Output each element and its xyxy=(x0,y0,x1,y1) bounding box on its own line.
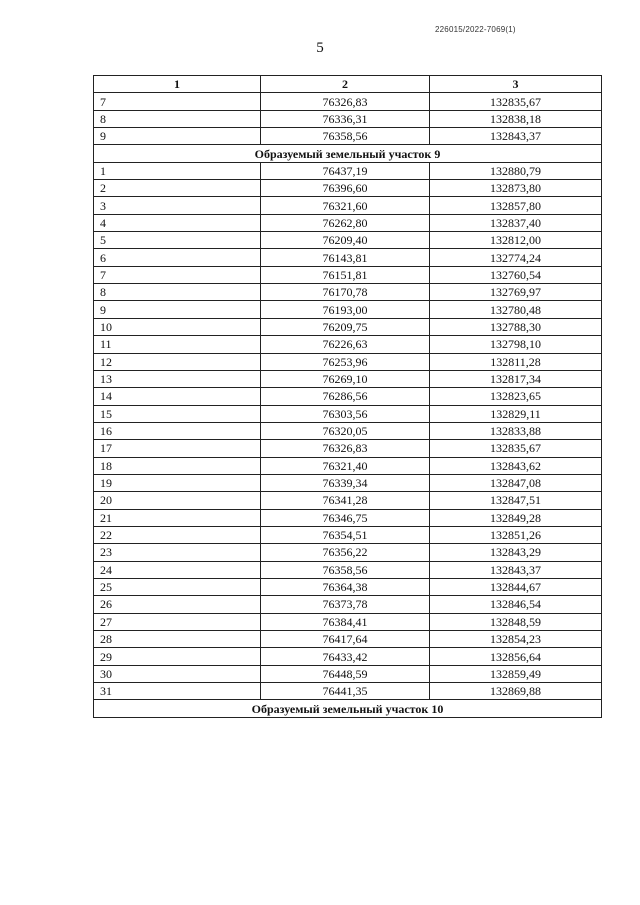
y-coordinate-cell: 132843,29 xyxy=(430,544,602,561)
y-coordinate-cell: 132823,65 xyxy=(430,388,602,405)
point-number-cell: 19 xyxy=(94,474,261,491)
table-row xyxy=(94,318,602,335)
x-coordinate-cell: 76262,80 xyxy=(261,214,430,231)
point-number-cell: 24 xyxy=(94,561,261,578)
x-coordinate-cell: 76269,10 xyxy=(261,370,430,387)
point-number-cell: 26 xyxy=(94,596,261,613)
y-coordinate-cell: 132847,08 xyxy=(430,474,602,491)
x-coordinate-cell: 76364,38 xyxy=(261,578,430,595)
point-number-cell: 11 xyxy=(94,336,261,353)
point-number-cell: 7 xyxy=(94,266,261,283)
y-coordinate-cell: 132838,18 xyxy=(430,110,602,127)
point-number-cell: 31 xyxy=(94,683,261,700)
table-row xyxy=(94,284,602,301)
point-number-cell: 27 xyxy=(94,613,261,630)
table-row xyxy=(94,266,602,283)
x-coordinate-cell: 76286,56 xyxy=(261,388,430,405)
x-coordinate-cell: 76170,78 xyxy=(261,284,430,301)
point-number-cell: 3 xyxy=(94,197,261,214)
table-row xyxy=(94,526,602,543)
coordinates-table xyxy=(93,75,602,718)
column-header-x: 2 xyxy=(261,76,430,93)
x-coordinate-cell: 76143,81 xyxy=(261,249,430,266)
y-coordinate-cell: 132835,67 xyxy=(430,440,602,457)
table-row xyxy=(94,214,602,231)
x-coordinate-cell: 76339,34 xyxy=(261,474,430,491)
table-row xyxy=(94,596,602,613)
table-row xyxy=(94,388,602,405)
x-coordinate-cell: 76336,31 xyxy=(261,110,430,127)
y-coordinate-cell: 132843,37 xyxy=(430,128,602,145)
table-row xyxy=(94,631,602,648)
x-coordinate-cell: 76193,00 xyxy=(261,301,430,318)
y-coordinate-cell: 132873,80 xyxy=(430,180,602,197)
section-title-plot-10: Образуемый земельный участок 10 xyxy=(94,700,602,717)
point-number-cell: 18 xyxy=(94,457,261,474)
x-coordinate-cell: 76209,75 xyxy=(261,318,430,335)
table-row xyxy=(94,544,602,561)
y-coordinate-cell: 132843,37 xyxy=(430,561,602,578)
section-row xyxy=(94,145,602,162)
x-coordinate-cell: 76354,51 xyxy=(261,526,430,543)
y-coordinate-cell: 132817,34 xyxy=(430,370,602,387)
table-row xyxy=(94,249,602,266)
table-row xyxy=(94,110,602,127)
y-coordinate-cell: 132856,64 xyxy=(430,648,602,665)
y-coordinate-cell: 132844,67 xyxy=(430,578,602,595)
y-coordinate-cell: 132812,00 xyxy=(430,232,602,249)
x-coordinate-cell: 76356,22 xyxy=(261,544,430,561)
table-row xyxy=(94,683,602,700)
y-coordinate-cell: 132835,67 xyxy=(430,93,602,110)
column-header-y: 3 xyxy=(430,76,602,93)
x-coordinate-cell: 76326,83 xyxy=(261,440,430,457)
x-coordinate-cell: 76303,56 xyxy=(261,405,430,422)
x-coordinate-cell: 76417,64 xyxy=(261,631,430,648)
section-title-plot-9: Образуемый земельный участок 9 xyxy=(94,145,602,162)
point-number-cell: 10 xyxy=(94,318,261,335)
x-coordinate-cell: 76346,75 xyxy=(261,509,430,526)
point-number-cell: 9 xyxy=(94,301,261,318)
y-coordinate-cell: 132774,24 xyxy=(430,249,602,266)
y-coordinate-cell: 132833,88 xyxy=(430,422,602,439)
point-number-cell: 5 xyxy=(94,232,261,249)
point-number-cell: 8 xyxy=(94,284,261,301)
point-number-cell: 4 xyxy=(94,214,261,231)
x-coordinate-cell: 76320,05 xyxy=(261,422,430,439)
point-number-cell: 16 xyxy=(94,422,261,439)
x-coordinate-cell: 76448,59 xyxy=(261,665,430,682)
x-coordinate-cell: 76384,41 xyxy=(261,613,430,630)
x-coordinate-cell: 76396,60 xyxy=(261,180,430,197)
table-row xyxy=(94,197,602,214)
y-coordinate-cell: 132846,54 xyxy=(430,596,602,613)
table-row xyxy=(94,578,602,595)
y-coordinate-cell: 132851,26 xyxy=(430,526,602,543)
y-coordinate-cell: 132780,48 xyxy=(430,301,602,318)
y-coordinate-cell: 132857,80 xyxy=(430,197,602,214)
point-number-cell: 8 xyxy=(94,110,261,127)
table-row xyxy=(94,128,602,145)
y-coordinate-cell: 132769,97 xyxy=(430,284,602,301)
table-row xyxy=(94,665,602,682)
table-row xyxy=(94,162,602,179)
y-coordinate-cell: 132811,28 xyxy=(430,353,602,370)
table-row xyxy=(94,509,602,526)
page-number: 5 xyxy=(316,40,324,56)
x-coordinate-cell: 76321,60 xyxy=(261,197,430,214)
table-row xyxy=(94,474,602,491)
y-coordinate-cell: 132843,62 xyxy=(430,457,602,474)
y-coordinate-cell: 132880,79 xyxy=(430,162,602,179)
table-row xyxy=(94,232,602,249)
point-number-cell: 2 xyxy=(94,180,261,197)
table-row xyxy=(94,301,602,318)
table-row xyxy=(94,561,602,578)
point-number-cell: 1 xyxy=(94,162,261,179)
table-row xyxy=(94,422,602,439)
y-coordinate-cell: 132847,51 xyxy=(430,492,602,509)
point-number-cell: 21 xyxy=(94,509,261,526)
y-coordinate-cell: 132829,11 xyxy=(430,405,602,422)
point-number-cell: 22 xyxy=(94,526,261,543)
point-number-cell: 14 xyxy=(94,388,261,405)
table-row xyxy=(94,457,602,474)
point-number-cell: 30 xyxy=(94,665,261,682)
x-coordinate-cell: 76358,56 xyxy=(261,128,430,145)
section-row xyxy=(94,700,602,717)
table-row xyxy=(94,648,602,665)
y-coordinate-cell: 132869,88 xyxy=(430,683,602,700)
y-coordinate-cell: 132837,40 xyxy=(430,214,602,231)
point-number-cell: 28 xyxy=(94,631,261,648)
table-header-row xyxy=(94,76,602,93)
table-row xyxy=(94,492,602,509)
x-coordinate-cell: 76321,40 xyxy=(261,457,430,474)
column-header-number: 1 xyxy=(94,76,261,93)
point-number-cell: 9 xyxy=(94,128,261,145)
table-row xyxy=(94,370,602,387)
point-number-cell: 23 xyxy=(94,544,261,561)
document-id: 226015/2022-7069(1) xyxy=(435,25,516,34)
x-coordinate-cell: 76437,19 xyxy=(261,162,430,179)
table-row xyxy=(94,93,602,110)
x-coordinate-cell: 76441,35 xyxy=(261,683,430,700)
table-row xyxy=(94,336,602,353)
point-number-cell: 15 xyxy=(94,405,261,422)
x-coordinate-cell: 76433,42 xyxy=(261,648,430,665)
x-coordinate-cell: 76341,28 xyxy=(261,492,430,509)
y-coordinate-cell: 132788,30 xyxy=(430,318,602,335)
point-number-cell: 25 xyxy=(94,578,261,595)
point-number-cell: 12 xyxy=(94,353,261,370)
table-row xyxy=(94,440,602,457)
x-coordinate-cell: 76209,40 xyxy=(261,232,430,249)
y-coordinate-cell: 132854,23 xyxy=(430,631,602,648)
y-coordinate-cell: 132760,54 xyxy=(430,266,602,283)
table-row xyxy=(94,353,602,370)
table-row xyxy=(94,180,602,197)
table-row xyxy=(94,405,602,422)
point-number-cell: 20 xyxy=(94,492,261,509)
x-coordinate-cell: 76226,63 xyxy=(261,336,430,353)
table-row xyxy=(94,613,602,630)
point-number-cell: 17 xyxy=(94,440,261,457)
y-coordinate-cell: 132859,49 xyxy=(430,665,602,682)
point-number-cell: 7 xyxy=(94,93,261,110)
x-coordinate-cell: 76358,56 xyxy=(261,561,430,578)
x-coordinate-cell: 76253,96 xyxy=(261,353,430,370)
y-coordinate-cell: 132849,28 xyxy=(430,509,602,526)
point-number-cell: 29 xyxy=(94,648,261,665)
point-number-cell: 6 xyxy=(94,249,261,266)
x-coordinate-cell: 76373,78 xyxy=(261,596,430,613)
y-coordinate-cell: 132848,59 xyxy=(430,613,602,630)
y-coordinate-cell: 132798,10 xyxy=(430,336,602,353)
x-coordinate-cell: 76326,83 xyxy=(261,93,430,110)
x-coordinate-cell: 76151,81 xyxy=(261,266,430,283)
point-number-cell: 13 xyxy=(94,370,261,387)
